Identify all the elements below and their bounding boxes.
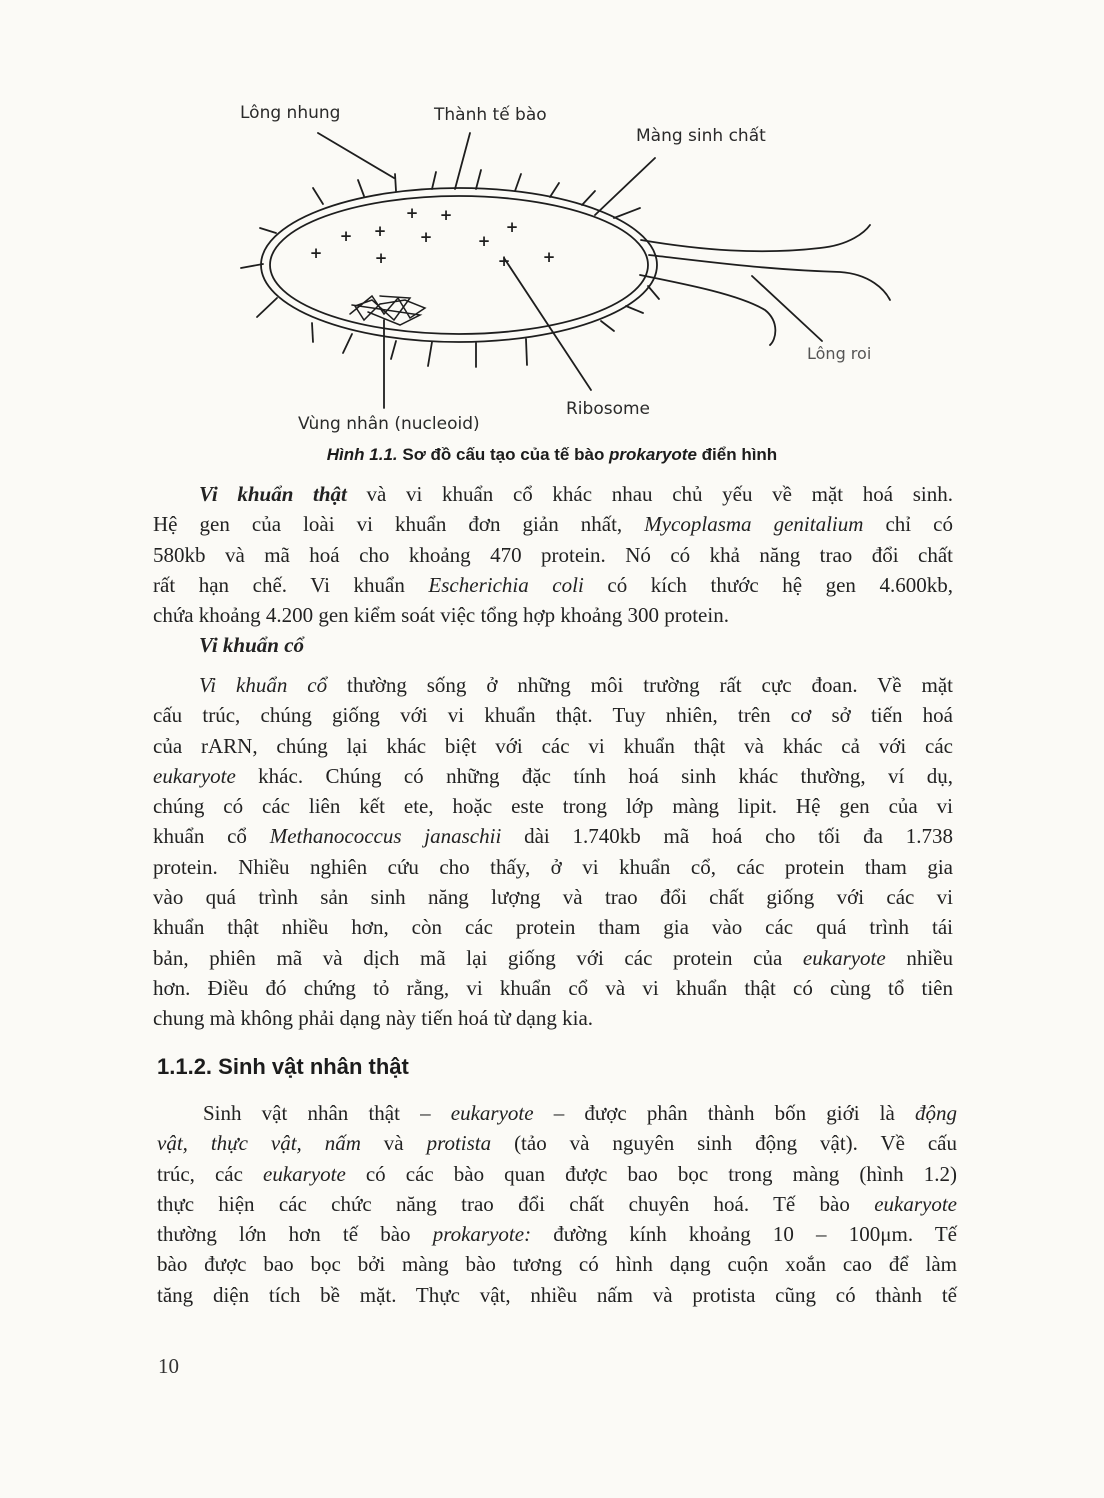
text-line: rất hạn chế. Vi khuẩn Escherichia coli có kích thước hệ gen 4.600kb, [153,572,954,597]
text-line: chứa khoảng 4.200 gen kiểm soát việc tổng hợp khoảng 300 protein. [153,603,729,628]
label-cell-wall: Thành tế bào [434,105,547,125]
text-line: thường lớn hơn tế bào prokaryote: đường kính khoảng 10 – 100μm. Tế [157,1222,958,1247]
label-nucleoid: Vùng nhân (nucleoid) [298,414,480,434]
flagellum-3 [640,275,775,345]
svg-text:+: + [497,252,511,270]
text-line: eukaryote khác. Chúng có những đặc tính hoá sinh khác thường, ví dụ, [153,763,953,788]
label-plasma-membrane: Màng sinh chất [636,126,766,146]
subheading-archaea: Vi khuẩn cổ [199,633,305,658]
text-line: Vi khuẩn cổ thường sống ở những môi trường rất cực đoan. Về mặt [199,673,953,697]
label-flagellum: Lông roi [807,344,872,363]
pili-group [241,170,659,367]
paragraph-true-bacteria [153,479,953,661]
text-line: vào quá trình sản sinh năng lượng và trao đổi chất giống với các vi [153,885,953,910]
text-line: trúc, các eukaryote có các bào quan được bao bọc trong màng (hình 1.2) [157,1161,957,1186]
prokaryote-cell-diagram [0,0,1104,440]
text-line: vật, thực vật, nấm và protista (tảo và nguyên sinh động vật). Về cấu [157,1131,957,1156]
svg-text:+: + [373,222,387,240]
svg-text:+: + [542,248,556,266]
plasma-membrane-outline [270,196,648,334]
svg-text:+: + [505,218,519,236]
paragraph-eukaryotes [157,1098,957,1310]
text-line: chúng có các liên kết ete, hoặc este trong lớp màng lipit. Hệ gen của vi [153,794,953,819]
svg-text:+: + [419,228,433,246]
svg-text:+: + [374,249,388,267]
label-pili: Lông nhung [240,103,341,123]
text-line: bản, phiên mã và dịch mã lại giống với các protein của eukaryote nhiều [153,945,954,970]
text-line: cấu trúc, chúng giống với vi khuẩn thật. Tuy nhiên, trên cơ sở tiến hoá [153,703,953,728]
nucleoid-tangle [350,296,425,325]
svg-text:+: + [439,206,453,224]
svg-text:+: + [309,244,323,262]
svg-text:+: + [405,204,419,222]
text-line: Sinh vật nhân thật – eukaryote – được phân thành bốn giới là động [203,1101,957,1125]
text-line: chung mà không phải dạng này tiến hoá từ dạng kia. [153,1006,594,1031]
svg-text:+: + [339,227,353,245]
text-line: protein. Nhiều nghiên cứu cho thấy, ở vi khuẩn cổ, các protein tham gia [153,854,953,879]
text-line: hơn. Điều đó chứng tỏ rằng, vi khuẩn cổ và vi khuẩn thật có cùng tổ tiên [153,975,953,1000]
text-line: khuẩn cổ Methanococcus janaschii dài 1.740kb mã hoá cho tối đa 1.738 [153,824,953,849]
text-line: 580kb và mã hoá cho khoảng 470 protein. Nó có khả năng trao đổi chất [153,542,953,567]
label-ribosome: Ribosome [566,399,651,419]
text-line: thực hiện các chức năng trao đổi chất chuyên hoá. Tế bào eukaryote [157,1191,957,1216]
flagellum-1 [641,225,870,251]
text-line: Vi khuẩn thật và vi khuẩn cổ khác nhau chủ yếu về mặt hoá sinh. [199,482,953,506]
svg-text:+: + [477,232,491,250]
text-line: bào được bao bọc bởi màng bào tương có hình dạng cuộn xoắn cao để làm [157,1252,957,1277]
text-line: Hệ gen của loài vi khuẩn đơn giản nhất, Mycoplasma genitalium chỉ có [153,512,953,537]
text-line: của rARN, chúng lại khác biệt với các vi khuẩn thật và khác cả với các [153,733,953,758]
cell-wall-outline [261,188,657,342]
figure-caption: Hình 1.1. Sơ đồ cấu tạo của tế bào prokaryote điển hình [326,445,778,464]
text-line: tăng diện tích bề mặt. Thực vật, nhiều nấm và protista cũng có thành tế [157,1282,957,1307]
page-number: 10 [158,1354,179,1378]
section-heading: 1.1.2. Sinh vật nhân thật [157,1054,409,1079]
paragraph-archaea [153,670,953,1034]
text-line: khuẩn thật nhiều hơn, còn các protein tham gia vào các quá trình tái [153,915,953,940]
ribosome-dots [310,204,556,270]
